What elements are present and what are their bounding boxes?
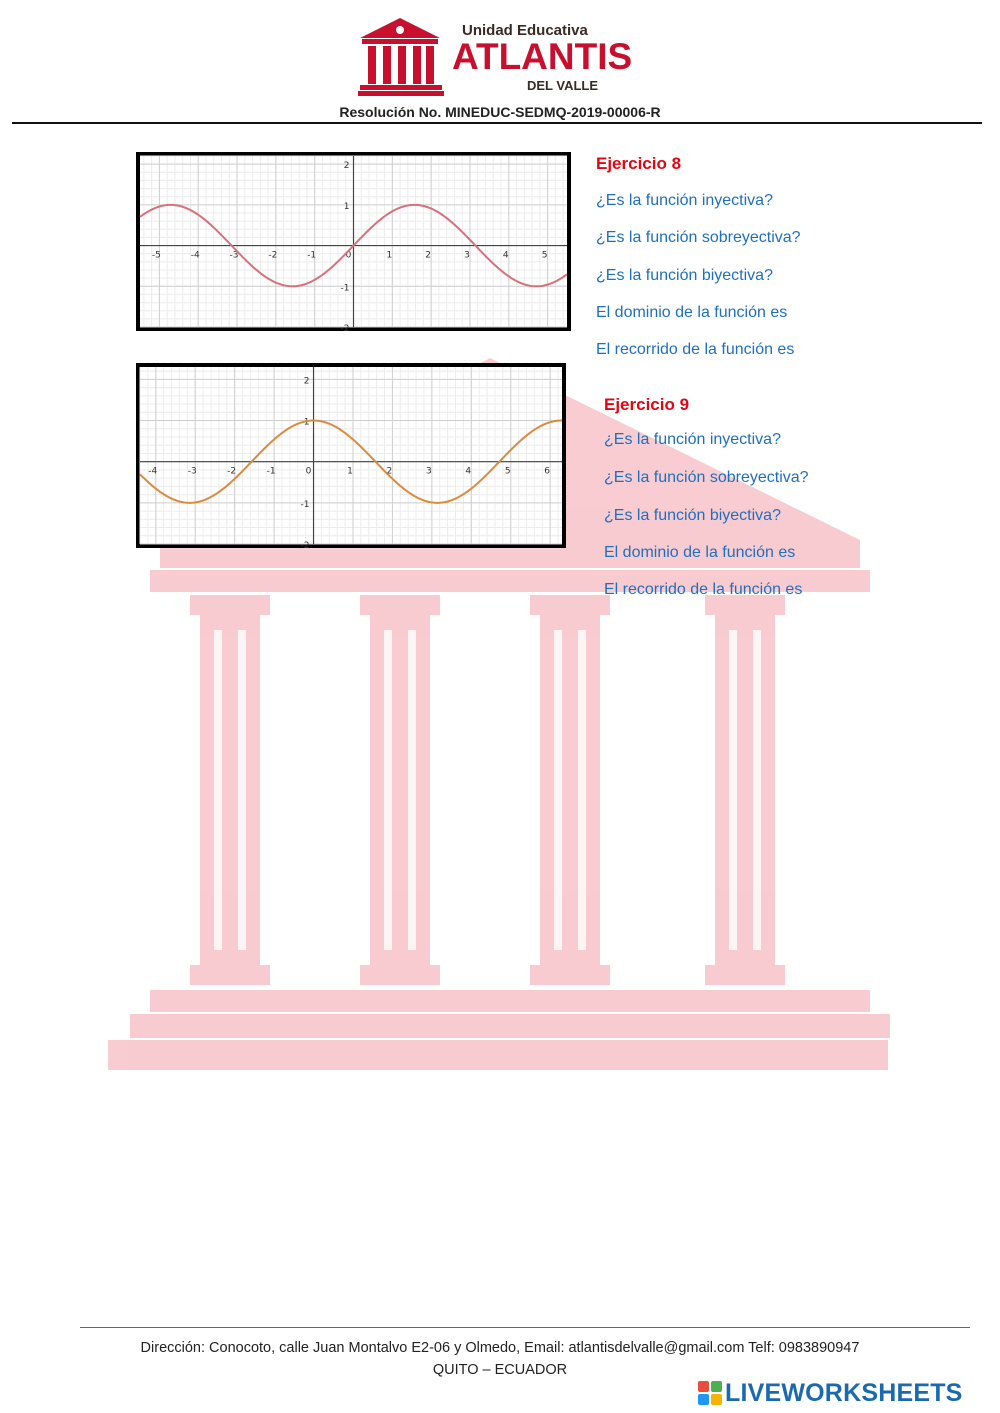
exercise-8-question-surjective: ¿Es la función sobreyectiva? <box>596 229 801 246</box>
exercise-8-question-bijective: ¿Es la función biyectiva? <box>596 267 773 284</box>
header-divider <box>12 122 982 124</box>
exercise-8-graph <box>136 152 571 334</box>
footer-address: Dirección: Conocoto, calle Juan Montalvo E2-06 y Olmedo, Email: atlantisdelvalle@gmail.com Telf: 0983890947 <box>140 1340 860 1356</box>
exercise-9-x-tick-label: -2 <box>227 466 237 477</box>
exercise-9-y-tick-label: 1 <box>303 417 310 428</box>
exercise-8-question-domain: El dominio de la función es <box>596 304 788 321</box>
exercise-8-x-tick-label: 0 <box>345 250 352 261</box>
exercise-9-chart <box>140 367 562 551</box>
exercise-9-x-tick-label: 0 <box>305 466 312 477</box>
exercise-8-y-tick-label: 2 <box>343 161 350 172</box>
exercise-9-x-tick-label: 6 <box>544 466 551 477</box>
exercise-9-y-tick-label: -2 <box>300 541 310 551</box>
exercise-9-x-tick-label: 1 <box>347 466 353 477</box>
exercise-9-y-tick-label: -1 <box>300 499 310 510</box>
exercise-9-question-range: El recorrido de la función es <box>604 581 803 598</box>
exercise-9-x-tick-label: 2 <box>386 466 393 477</box>
exercise-9-question-domain: El dominio de la función es <box>604 544 796 561</box>
exercise-9-y-tick-label: 2 <box>303 376 310 387</box>
footer-city: QUITO – ECUADOR <box>432 1362 568 1378</box>
exercise-8-chart <box>140 156 567 334</box>
exercise-9-question-injective: ¿Es la función inyectiva? <box>604 431 781 448</box>
liveworksheets-wordmark: LIVEWORKSHEETS <box>725 1378 963 1407</box>
exercise-8-question-injective: ¿Es la función inyectiva? <box>596 192 773 209</box>
exercise-8-x-tick-label: -1 <box>307 250 317 261</box>
exercise-9-title: Ejercicio 9 <box>604 395 690 414</box>
exercise-9-x-tick-label: -3 <box>187 466 197 477</box>
exercise-8-x-tick-label: -2 <box>268 250 278 261</box>
liveworksheets-icon <box>698 1381 722 1405</box>
footer-divider <box>80 1327 970 1328</box>
exercise-9-x-tick-label: 4 <box>465 466 472 477</box>
exercise-9-question-bijective: ¿Es la función biyectiva? <box>604 507 781 524</box>
exercise-8-x-tick-label: 5 <box>541 250 548 261</box>
exercise-9-x-tick-label: 5 <box>504 466 511 477</box>
resolution-number: Resolución No. MINEDUC-SEDMQ-2019-00006-R <box>339 104 661 120</box>
school-prefix: Unidad Educativa <box>462 22 588 39</box>
exercise-8-x-tick-label: -3 <box>229 250 239 261</box>
exercise-8-y-tick-label: -2 <box>340 324 350 334</box>
exercise-9-x-tick-label: 3 <box>425 466 432 477</box>
exercise-9-question-surjective: ¿Es la función sobreyectiva? <box>604 469 809 486</box>
exercise-9-graph <box>136 363 566 551</box>
exercise-9-x-tick-label: -1 <box>266 466 276 477</box>
school-name: ATLANTIS <box>452 36 633 77</box>
exercise-8-x-tick-label: -4 <box>190 250 200 261</box>
exercise-8-y-tick-label: 1 <box>343 201 350 212</box>
exercise-9-x-tick-label: -4 <box>148 466 158 477</box>
exercise-8-question-range: El recorrido de la función es <box>596 341 795 358</box>
exercise-8-y-tick-label: -1 <box>340 283 350 294</box>
exercise-8-title: Ejercicio 8 <box>596 154 682 173</box>
exercise-8-x-tick-label: 2 <box>425 250 432 261</box>
liveworksheets-logo <box>698 1379 963 1407</box>
exercise-8-x-tick-label: 4 <box>502 250 509 261</box>
exercise-8-x-tick-label: -5 <box>151 250 161 261</box>
exercise-8-x-tick-label: 1 <box>386 250 393 261</box>
school-suffix: DEL VALLE <box>527 78 599 93</box>
exercise-8-x-tick-label: 3 <box>464 250 470 261</box>
